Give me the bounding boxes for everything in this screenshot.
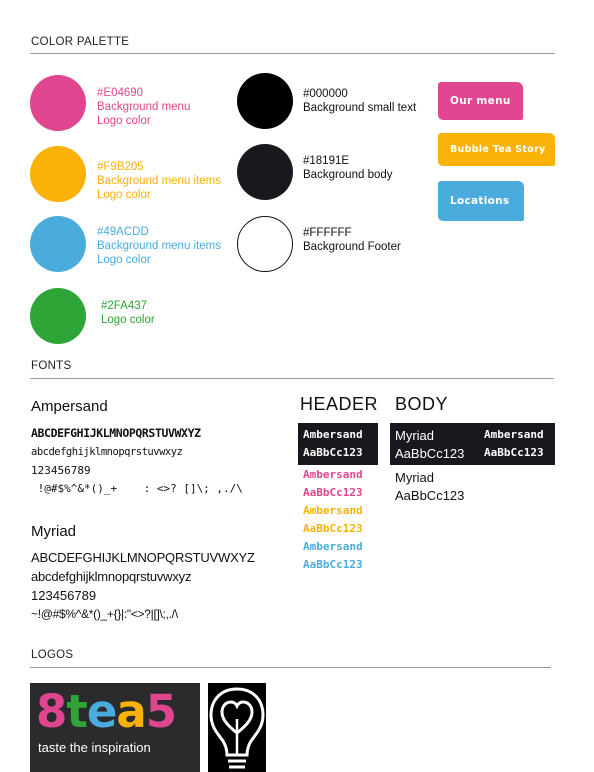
header-dark-sample-box bbox=[298, 423, 378, 465]
logos-divider bbox=[30, 667, 551, 668]
body-spec-title: BODY bbox=[395, 394, 449, 414]
swatch-white-hex: #FFFFFF bbox=[303, 227, 352, 239]
heart-bulb-icon bbox=[208, 683, 266, 772]
swatch-pink-usage-2: Logo color bbox=[97, 115, 151, 127]
header-dark-font-name: Ambersand bbox=[303, 428, 363, 441]
swatch-orange-text bbox=[97, 160, 221, 202]
swatch-pink-hex: #E04690 bbox=[97, 87, 144, 99]
fonts-divider bbox=[30, 378, 554, 379]
swatch-orange bbox=[30, 146, 86, 202]
swatch-black-usage: Background small text bbox=[303, 102, 417, 114]
tag-our-menu bbox=[438, 82, 523, 120]
swatch-blue bbox=[30, 216, 86, 272]
swatch-green-text bbox=[101, 299, 155, 327]
brand-tagline: taste the inspiration bbox=[38, 740, 151, 755]
wordmark-letter: t bbox=[66, 685, 87, 738]
tag-bubble-tea-story bbox=[438, 133, 555, 166]
swatch-dark-usage: Background body bbox=[303, 169, 393, 181]
swatch-pink-group bbox=[30, 75, 86, 131]
swatch-green-group bbox=[30, 288, 86, 344]
fonts-title: FONTS bbox=[31, 360, 72, 372]
brand-logo bbox=[30, 683, 200, 772]
ampersand-font-name: Ampersand bbox=[31, 398, 108, 415]
wordmark-letter: 8 bbox=[36, 685, 67, 738]
swatch-black-hex: #000000 bbox=[303, 88, 348, 100]
wordmark-letter: 5 bbox=[145, 685, 177, 738]
body-dark-myriad-name: Myriad bbox=[395, 428, 435, 443]
swatch-green-usage: Logo color bbox=[101, 314, 155, 326]
swatch-pink-usage: Background menu bbox=[97, 101, 191, 113]
swatch-orange-usage-2: Logo color bbox=[97, 189, 151, 201]
tag-locations-label: Locations bbox=[450, 195, 510, 207]
swatch-blue-usage: Background menu items bbox=[97, 240, 222, 252]
body-dark-myriad-sample: AaBbCc123 bbox=[395, 446, 465, 461]
swatch-dark-hex: #18191E bbox=[303, 155, 350, 167]
header-orange-font-name: Ambersand bbox=[303, 504, 363, 517]
body-dark-ampersand-sample: AaBbCc123 bbox=[484, 446, 544, 459]
swatch-black-group bbox=[237, 73, 293, 129]
swatch-black-text bbox=[303, 87, 416, 115]
header-spec-title: HEADER bbox=[300, 394, 379, 414]
swatch-dark-text bbox=[303, 154, 393, 182]
swatch-dark bbox=[237, 144, 293, 200]
tag-locations bbox=[438, 181, 524, 221]
header-dark-sample: AaBbCc123 bbox=[303, 446, 363, 459]
swatch-orange-usage: Background menu items bbox=[97, 175, 222, 187]
header-pink-sample: AaBbCc123 bbox=[303, 486, 363, 499]
swatch-black bbox=[237, 73, 293, 129]
swatch-orange-group bbox=[30, 146, 86, 202]
swatch-blue-text bbox=[97, 225, 221, 267]
logos-title: LOGOS bbox=[31, 649, 74, 661]
ampersand-symbols: !@#$%^&*()_+ : <>? []\; ,./\ bbox=[31, 482, 243, 495]
swatch-white bbox=[237, 216, 293, 272]
swatch-white-group bbox=[237, 216, 293, 272]
swatch-white-usage: Background Footer bbox=[303, 241, 401, 253]
swatch-blue-hex: #49ACDD bbox=[97, 226, 149, 238]
header-blue-font-name: Ambersand bbox=[303, 540, 363, 553]
body-light-font-name: Myriad bbox=[395, 470, 435, 485]
body-dark-ampersand-name: Ambersand bbox=[484, 428, 544, 441]
swatch-blue-group bbox=[30, 216, 86, 272]
wordmark-letter: e bbox=[86, 685, 117, 738]
tag-bubble-tea-story-label: Bubble Tea Story bbox=[450, 144, 546, 155]
swatch-pink bbox=[30, 75, 86, 131]
header-blue-sample: AaBbCc123 bbox=[303, 558, 363, 571]
swatch-green-hex: #2FA437 bbox=[101, 300, 148, 312]
myriad-digits: 123456789 bbox=[31, 588, 97, 603]
body-dark-sample-box bbox=[390, 423, 555, 465]
palette-divider bbox=[30, 53, 555, 54]
swatch-white-text bbox=[303, 226, 401, 254]
swatch-green bbox=[30, 288, 86, 344]
color-palette-title: COLOR PALETTE bbox=[31, 36, 130, 48]
wordmark-letter: a bbox=[116, 685, 146, 738]
brand-wordmark bbox=[36, 683, 176, 741]
swatch-pink-text bbox=[97, 86, 190, 128]
header-pink-font-name: Ambersand bbox=[303, 468, 363, 481]
tag-our-menu-label: Our menu bbox=[450, 95, 511, 107]
myriad-font-name: Myriad bbox=[31, 523, 77, 540]
ampersand-uppercase: ABCDEFGHIJKLMNOPQRSTUVWXYZ bbox=[31, 426, 201, 440]
swatch-orange-hex: #F9B205 bbox=[97, 161, 144, 173]
body-light-sample: AaBbCc123 bbox=[395, 488, 465, 503]
myriad-symbols: ~!@#$%^&*()_+{}|:"<>?|[]\;,./\ bbox=[31, 607, 178, 621]
swatch-blue-usage-2: Logo color bbox=[97, 254, 151, 266]
swatch-dark-group bbox=[237, 144, 293, 200]
header-orange-sample: AaBbCc123 bbox=[303, 522, 363, 535]
myriad-uppercase: ABCDEFGHIJKLMNOPQRSTUVWXYZ bbox=[31, 550, 255, 565]
myriad-lowercase: abcdefghijklmnopqrstuvwxyz bbox=[31, 569, 192, 584]
ampersand-lowercase: abcdefghijklmnopqrstuvwxyz bbox=[31, 446, 183, 458]
ampersand-digits: 123456789 bbox=[31, 464, 91, 477]
